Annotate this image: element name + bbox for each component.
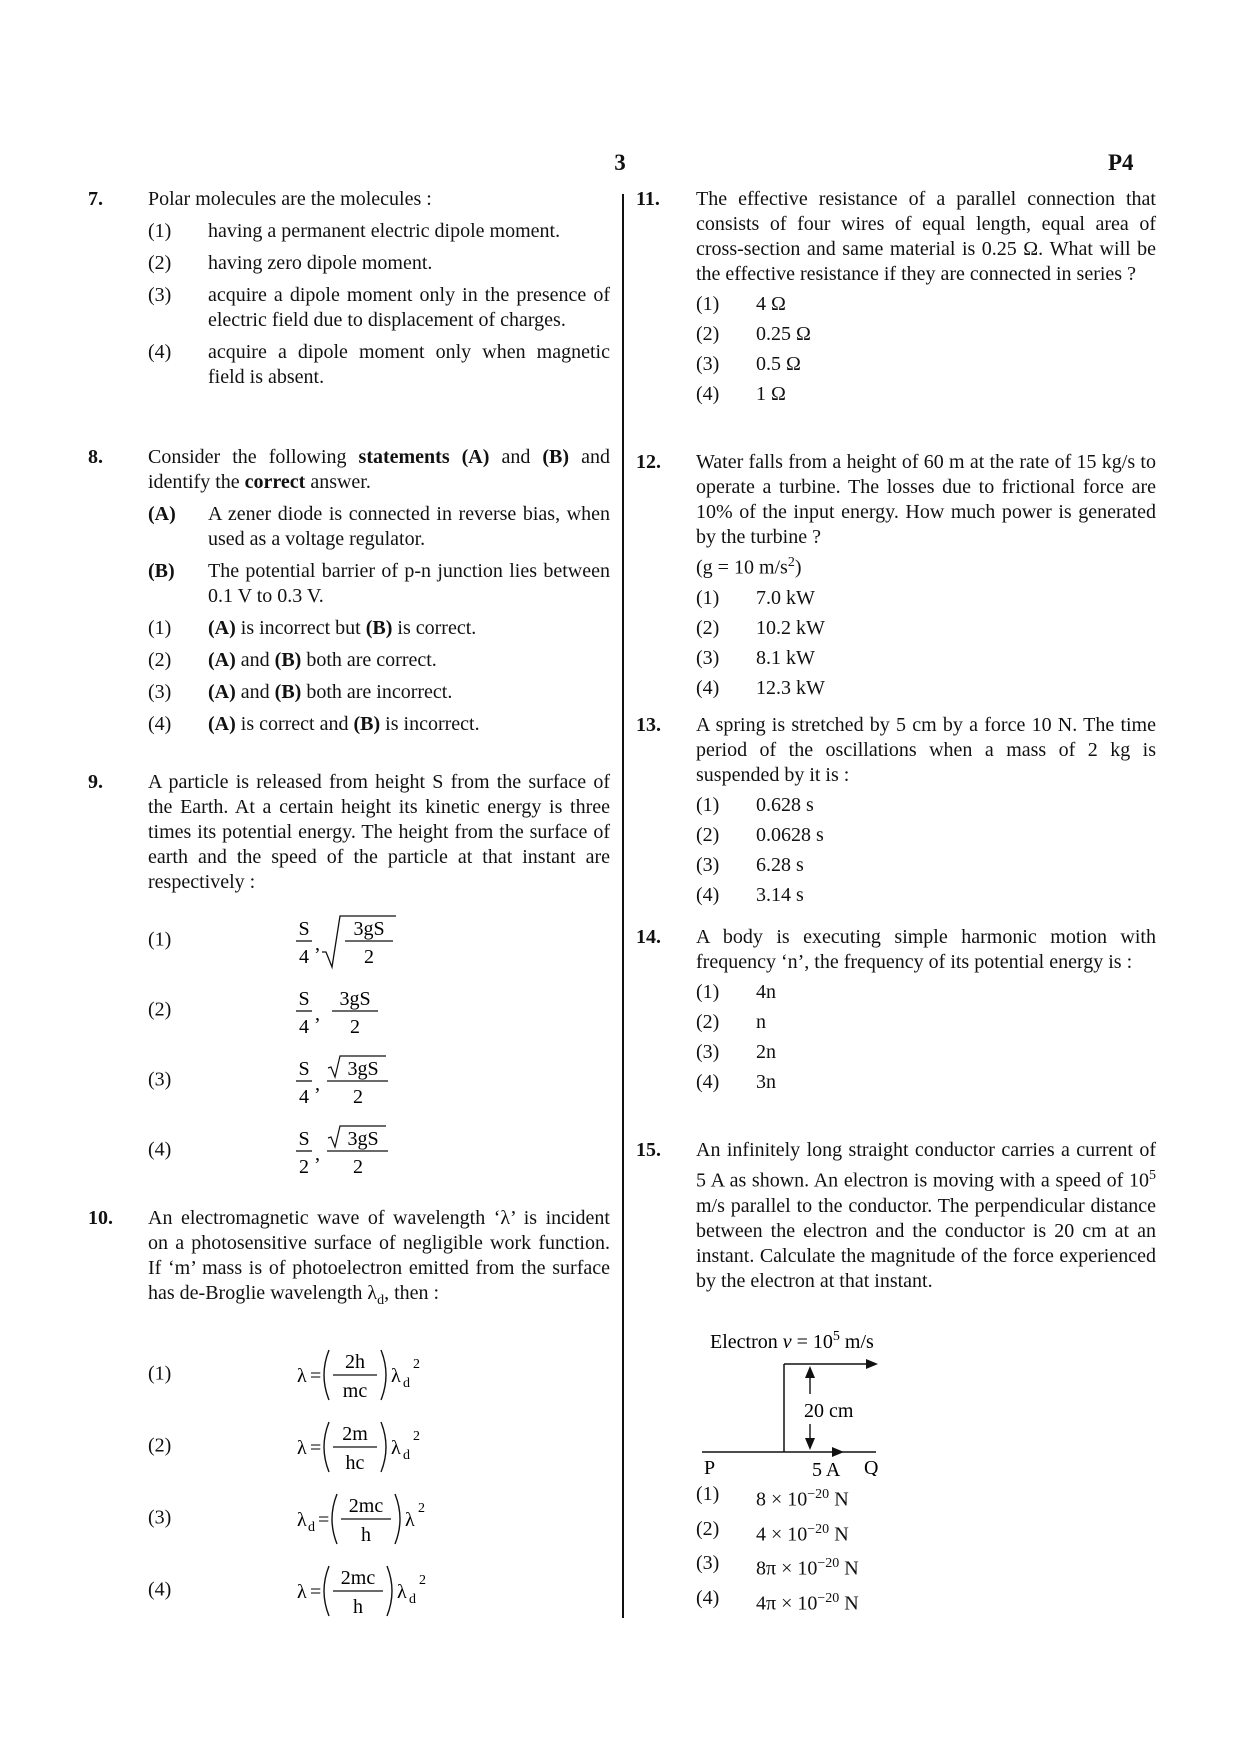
question-text: The effective resistance of a parallel connection that consists of four wires of equal length, equal area of cross-section and same material is 0.25 Ω. What will be the effective resistance if they are connected in series ?: [696, 188, 1156, 285]
question-text: A spring is stretched by 5 cm by a force 10 N. The time period of the oscillations when a mass of 2 kg is suspended by it is :: [696, 714, 1156, 786]
svg-text:,: ,: [315, 933, 320, 955]
option-1[interactable]: (1) $8 \times 10^{-20}$ N: [696, 1483, 849, 1511]
svg-text:=: =: [318, 1509, 330, 1531]
svg-text:,: ,: [315, 1003, 320, 1025]
distance-label: 20 cm: [804, 1400, 854, 1422]
svg-text:λ: λ: [297, 1509, 307, 1531]
question-7: [88, 187, 610, 390]
given-value: (g = 10 $m/s^2$): [696, 555, 802, 579]
math-expression: [208, 1488, 448, 1548]
option-4[interactable]: (4) 3.14 s: [696, 884, 804, 906]
svg-text:d: d: [409, 1592, 416, 1607]
svg-text:S: S: [298, 1128, 310, 1150]
q10-option-1[interactable]: (1) λ = 2h mc λ d 2: [88, 1344, 610, 1404]
question-text: An electromagnetic wave of wavelength ‘λ’ is incident on a photosensitive surface of negligible work function. If ‘m’ mass is of photoelectron emitted from the surface has de-Broglie wavelength $\lambda_d$, then :: [148, 1207, 610, 1308]
conductor-diagram: [636, 1326, 1156, 1476]
question-10: [88, 1206, 610, 1313]
option-3[interactable]: (3) 6.28 s: [696, 854, 804, 876]
question-number: 7.: [88, 188, 103, 210]
svg-text:h: h: [353, 1596, 363, 1618]
svg-text:3gS: 3gS: [347, 1058, 379, 1080]
q10-option-2[interactable]: (2) λ = 2m hc λ d 2: [88, 1416, 610, 1476]
math-expression: [208, 980, 408, 1040]
svg-text:2: 2: [413, 1357, 420, 1372]
svg-text:d: d: [308, 1520, 315, 1535]
option-3[interactable]: (3) 2n: [696, 1041, 776, 1063]
option-4[interactable]: (4) $4\pi \times 10^{-20}$ N: [696, 1586, 859, 1615]
question-number: 15.: [636, 1139, 661, 1161]
question-15-options: [636, 1482, 1156, 1617]
svg-text:4: 4: [299, 1016, 309, 1038]
question-text: An infinitely long straight conductor carries a current of 5 A as shown. An electron is moving with a speed of $10^5$ m/s parallel to the conductor. The perpendicular distance between the electron and the conductor is 20 cm at an instant. Calculate the magnitude of the force experienced by the electron at that instant.: [696, 1139, 1156, 1292]
paper-code: P4: [1108, 150, 1134, 175]
question-number: 11.: [636, 188, 660, 210]
option-2[interactable]: (2) $4 \times 10^{-20}$ N: [696, 1517, 849, 1546]
svg-text:2: 2: [299, 1156, 309, 1178]
question-number: 12.: [636, 451, 661, 473]
option-2[interactable]: (2) n: [696, 1011, 766, 1033]
svg-text:,: ,: [315, 1073, 320, 1095]
option-4[interactable]: (4) 12.3 kW: [696, 676, 825, 699]
question-15: [636, 1138, 1156, 1294]
svg-text:2: 2: [419, 1573, 426, 1588]
statement-a: (A) A zener diode is connected in reverse bias, when used as a voltage regulator.: [148, 503, 610, 550]
option-1[interactable]: (1) (A) is incorrect but (B) is correct.: [148, 617, 477, 639]
svg-text:=: =: [310, 1365, 322, 1387]
q9-option-3[interactable]: (3) S 4 , 3gS 2: [88, 1050, 610, 1110]
option-3[interactable]: (3) (A) and (B) both are incorrect.: [148, 681, 453, 703]
option-1[interactable]: (1) having a permanent electric dipole moment.: [148, 220, 561, 242]
svg-text:2m: 2m: [342, 1423, 368, 1445]
svg-text:d: d: [403, 1376, 410, 1391]
svg-text:hc: hc: [345, 1452, 365, 1474]
svg-text:2: 2: [350, 1016, 360, 1038]
math-expression: [208, 1560, 448, 1620]
q10-option-4[interactable]: (4) λ = 2mc h λ d 2: [88, 1560, 610, 1620]
math-expression: [208, 1050, 408, 1110]
svg-text:S: S: [298, 1058, 310, 1080]
svg-text:3gS: 3gS: [339, 988, 371, 1010]
option-2[interactable]: (2) 0.0628 s: [696, 824, 824, 846]
option-4[interactable]: (4) 3n: [696, 1071, 776, 1093]
svg-text:=: =: [310, 1437, 322, 1459]
q9-option-1[interactable]: (1) S 4 , 3gS 2: [88, 910, 610, 970]
svg-text:2: 2: [413, 1429, 420, 1444]
question-14: [636, 925, 1156, 1095]
q9-option-4[interactable]: (4) S 2 , 3gS 2: [88, 1120, 610, 1180]
page-number: 3: [614, 150, 626, 175]
question-number: 9.: [88, 771, 103, 793]
option-1[interactable]: (1) 4 Ω: [696, 293, 786, 315]
current-label: 5 A: [812, 1459, 841, 1476]
option-1[interactable]: (1) 7.0 kW: [696, 586, 815, 609]
option-3[interactable]: (3) 8.1 kW: [696, 646, 815, 669]
option-2[interactable]: (2) 10.2 kW: [696, 616, 825, 639]
arrow-down-icon: [805, 1438, 815, 1450]
question-number: 13.: [636, 714, 661, 736]
svg-text:mc: mc: [342, 1380, 368, 1402]
question-number: 14.: [636, 926, 661, 948]
svg-text:λ: λ: [391, 1365, 401, 1387]
option-3[interactable]: (3) acquire a dipole moment only in the presence of electric field due to displacement of charges.: [148, 284, 610, 331]
current-arrow-icon: [832, 1447, 844, 1457]
electron-label: Electron $v = 10^5$ m/s: [710, 1329, 874, 1353]
svg-text:4: 4: [299, 946, 309, 968]
point-p-label: P: [704, 1457, 716, 1476]
q9-option-2[interactable]: (2) S 4 , 3gS 2: [88, 980, 610, 1040]
svg-text:λ: λ: [297, 1581, 307, 1603]
option-4[interactable]: (4) acquire a dipole moment only when magnetic field is absent.: [148, 341, 610, 388]
option-1[interactable]: (1) 0.628 s: [696, 794, 814, 816]
point-q-label: Q: [864, 1457, 879, 1476]
svg-text:d: d: [403, 1448, 410, 1463]
question-text: Water falls from a height of 60 m at the rate of 15 kg/s to operate a turbine. The losses due to frictional force are 10% of the input energy. How much power is generated by the turbine ?: [696, 451, 1156, 548]
question-13: [636, 713, 1156, 908]
svg-text:2mc: 2mc: [340, 1567, 376, 1589]
option-3[interactable]: (3) $8\pi \times 10^{-20}$ N: [696, 1552, 859, 1580]
option-4[interactable]: (4) 1 Ω: [696, 383, 786, 405]
option-1[interactable]: (1) 4n: [696, 981, 776, 1003]
option-3[interactable]: (3) 0.5 Ω: [696, 353, 801, 375]
svg-text:2: 2: [353, 1156, 363, 1178]
svg-text:λ: λ: [397, 1581, 407, 1603]
q10-option-3[interactable]: (3) λ d = 2mc h λ 2: [88, 1488, 610, 1548]
svg-text:λ: λ: [297, 1365, 307, 1387]
question-text: Consider the following statements (A) and (B) and identify the correct answer.: [148, 446, 610, 493]
option-4[interactable]: (4) (A) is correct and (B) is incorrect.: [148, 713, 480, 735]
svg-text:S: S: [298, 918, 310, 940]
question-number: 8.: [88, 446, 103, 468]
math-expression: [208, 1344, 448, 1404]
svg-text:2: 2: [353, 1086, 363, 1108]
option-2[interactable]: (2) 0.25 Ω: [696, 323, 811, 345]
arrow-right-icon: [866, 1359, 878, 1369]
question-text: Polar molecules are the molecules :: [148, 188, 432, 210]
svg-text:,: ,: [315, 1143, 320, 1165]
svg-text:2mc: 2mc: [348, 1495, 384, 1517]
math-expression: [208, 1416, 448, 1476]
question-number: 10.: [88, 1207, 113, 1229]
question-text: A particle is released from height S from the surface of the Earth. At a certain height its kinetic energy is three times its potential energy. The height from the surface of earth and the speed of the particle at that instant are respectively :: [148, 771, 610, 893]
arrow-up-icon: [805, 1366, 815, 1378]
question-11: [636, 187, 1156, 407]
column-divider: [622, 194, 624, 1618]
svg-text:λ: λ: [405, 1509, 415, 1531]
question-9: [88, 770, 610, 895]
svg-text:h: h: [361, 1524, 371, 1546]
statement-b: (B) The potential barrier of p-n junction lies between 0.1 V to 0.3 V.: [148, 560, 610, 607]
question-text: A body is executing simple harmonic motion with frequency ‘n’, the frequency of its potential energy is :: [696, 926, 1156, 973]
svg-text:2: 2: [418, 1501, 425, 1516]
svg-text:=: =: [310, 1581, 322, 1603]
svg-text:λ: λ: [391, 1437, 401, 1459]
svg-text:S: S: [298, 988, 310, 1010]
math-expression: [208, 1120, 408, 1180]
option-2[interactable]: (2) (A) and (B) both are correct.: [148, 649, 437, 671]
svg-text:3gS: 3gS: [347, 1128, 379, 1150]
svg-text:4: 4: [299, 1086, 309, 1108]
option-2[interactable]: (2) having zero dipole moment.: [148, 252, 433, 274]
question-8: [88, 445, 610, 737]
svg-text:λ: λ: [297, 1437, 307, 1459]
math-expression: [208, 910, 408, 970]
question-12: [636, 450, 1156, 701]
svg-text:3gS: 3gS: [353, 918, 385, 940]
svg-text:2: 2: [364, 946, 374, 968]
svg-text:2h: 2h: [345, 1351, 365, 1373]
